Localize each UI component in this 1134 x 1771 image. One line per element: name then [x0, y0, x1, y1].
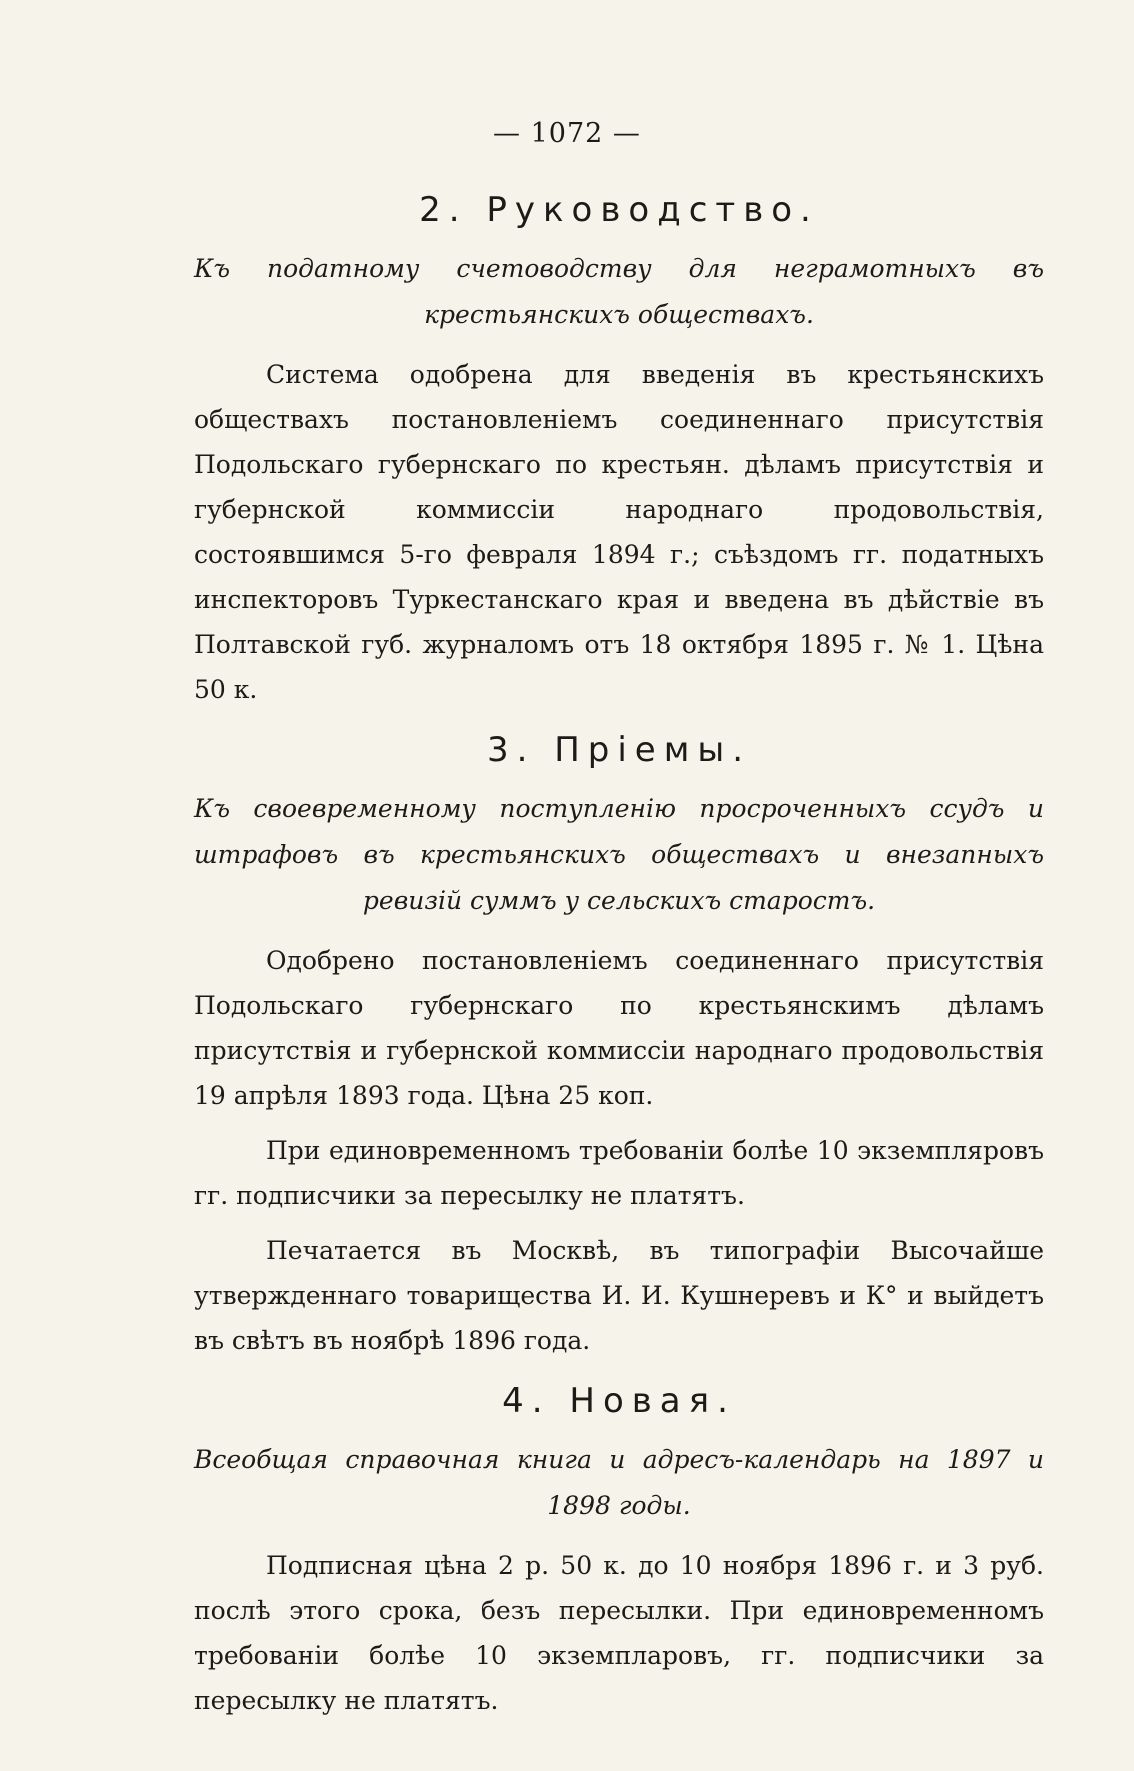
section-heading: 3. Пріемы.	[486, 730, 752, 770]
paragraph: Одобрено постановленіемъ соединеннаго присутствія Подольскаго губернскаго по крестьянскимъ дѣламъ присутствія и губернской коммиссіи народнаго продовольствія 19 апрѣля 1893 года. Цѣна 25 коп.	[194, 946, 1044, 1110]
page-content	[194, 188, 1044, 1733]
section-guide	[194, 188, 1044, 712]
paragraph: Печатается въ Москвѣ, въ типографіи Высочайше утвержденнаго товарищества И. И. Кушнеревъ и К° и выйдетъ въ свѣтъ въ ноябрѣ 1896 года.	[194, 1236, 1044, 1355]
paragraph: При единовременномъ требованіи болѣе 10 экземпляровъ гг. подписчики за пересылку не платятъ.	[194, 1136, 1044, 1210]
page-number: — 1072 —	[493, 118, 641, 149]
section-heading: 4. Новая.	[502, 1381, 736, 1421]
paragraph: Подписная цѣна 2 р. 50 к. до 10 ноября 1896 г. и 3 руб. послѣ этого срока, безъ пересылки. При единовременномъ требованіи болѣе 10 экземпларовъ, гг. подписчики за пересылку не платятъ.	[194, 1551, 1044, 1715]
section-subtitle: Всеобщая справочная книга и адресъ-календарь на 1897 и 1898 годы.	[194, 1445, 1044, 1520]
section-subtitle: Къ своевременному поступленію просроченныхъ ссудъ и штрафовъ въ крестьянскихъ обществахъ и внезапныхъ ревизій суммъ у сельскихъ старостъ.	[194, 794, 1044, 915]
paragraph: Система одобрена для введенія въ крестьянскихъ обществахъ постановленіемъ соединеннаго присутствія Подольскаго губернскаго по крестьян. дѣламъ присутствія и губернской коммиссіи народнаго продовольствія, состоявшимся 5-го февраля 1894 г.; съѣздомъ гг. податныхъ инспекторовъ Туркестанскаго края и введена въ дѣйствіе въ Полтавской губ. журналомъ отъ 18 октября 1895 г. № 1. Цѣна 50 к.	[194, 360, 1044, 704]
section-subtitle: Къ податному счетоводству для неграмотныхъ въ крестьянскихъ обществахъ.	[194, 254, 1044, 329]
section-new	[194, 1379, 1044, 1723]
section-heading: 2. Руководство.	[419, 190, 819, 230]
section-methods	[194, 728, 1044, 1363]
